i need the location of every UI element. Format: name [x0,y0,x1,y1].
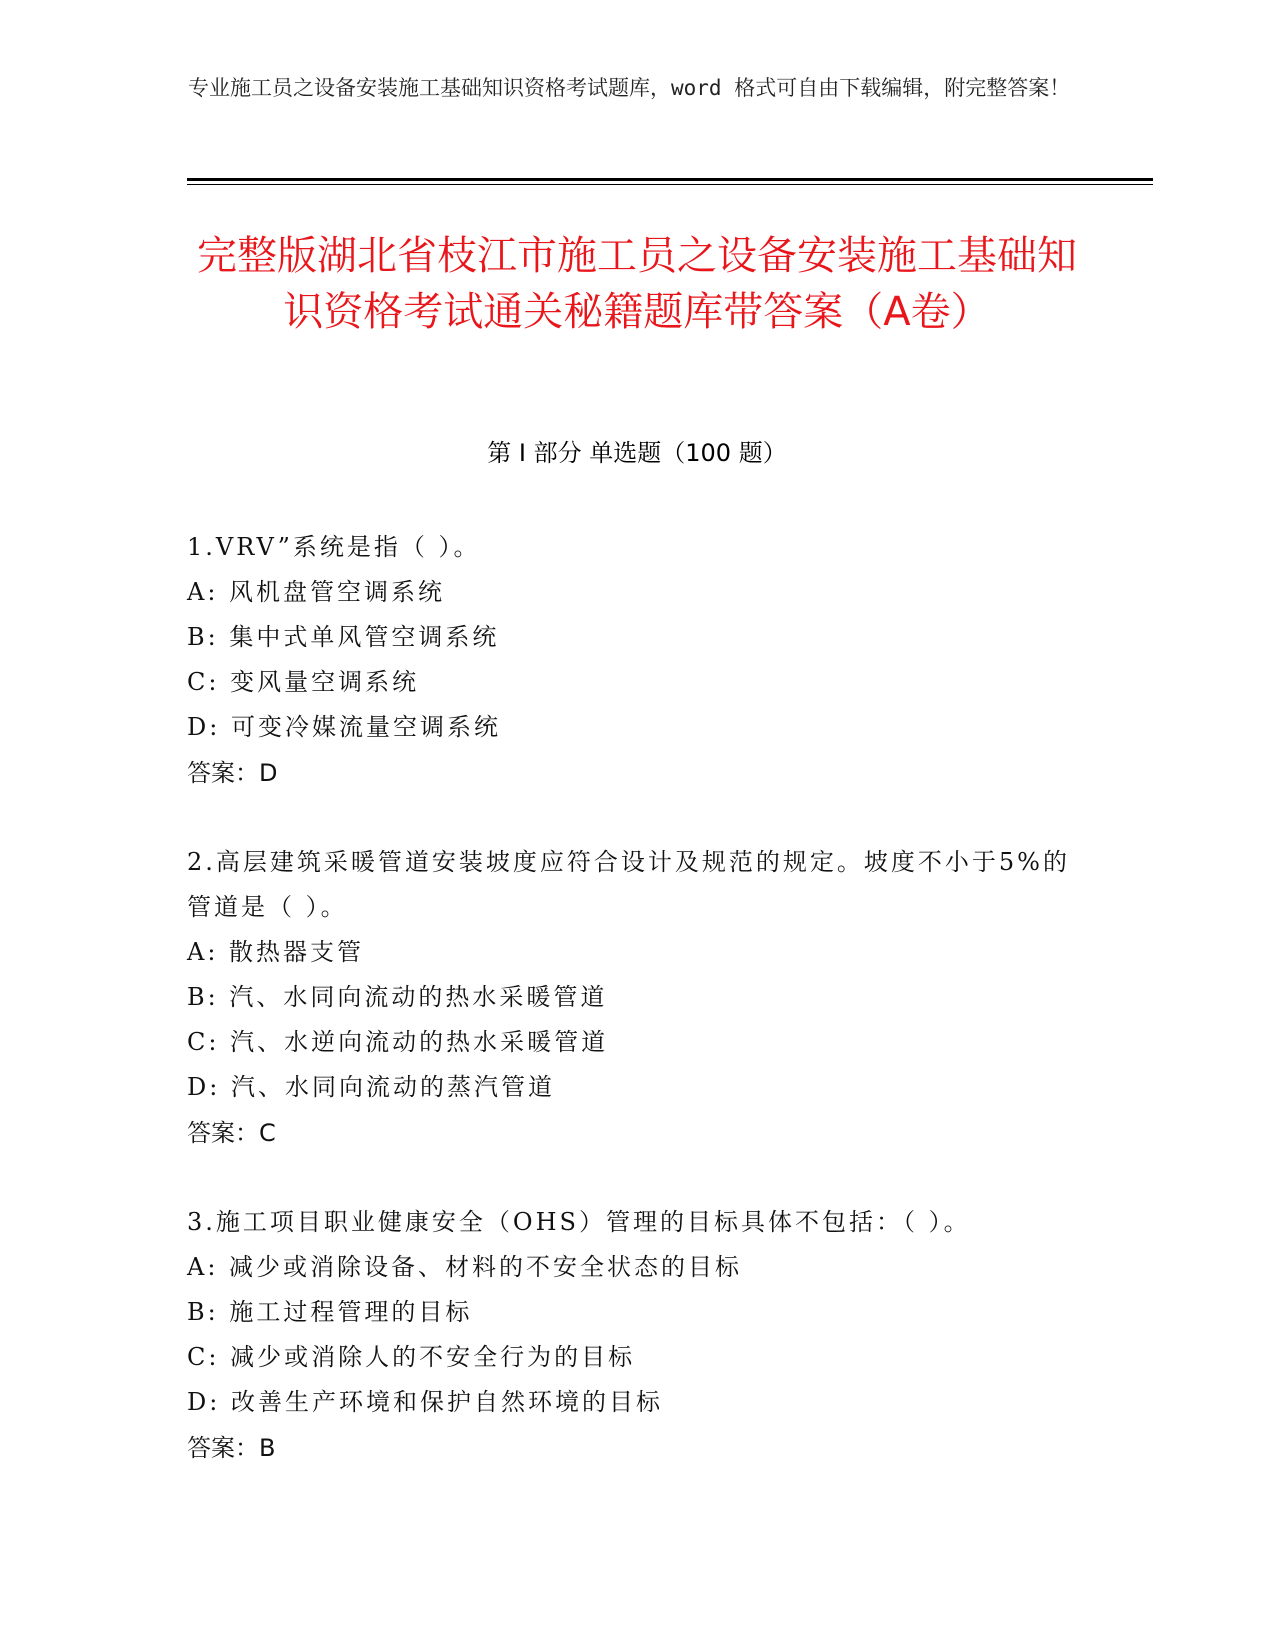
section-heading: 第 I 部分 单选题（100 题） [487,439,787,467]
document-title: 完整版湖北省枝江市施工员之设备安装施工基础知识资格考试通关秘籍题库带答案（A卷） [197,233,1077,335]
answer: 答案：D [187,759,278,787]
option-a: A: 减少或消除设备、材料的不安全状态的目标 [187,1253,743,1281]
answer: 答案：B [187,1434,276,1462]
header-rule-thin [187,184,1153,185]
header-note: 专业施工员之设备安装施工基础知识资格考试题库，word 格式可自由下载编辑，附完整答案！ [188,76,1071,100]
option-b: B: 施工过程管理的目标 [187,1298,473,1326]
answer: 答案：C [187,1119,276,1147]
question-stem: 1.VRV”系统是指（ ）。 [187,533,481,561]
question-stem: 2.高层建筑采暖管道安装坡度应符合设计及规范的规定。坡度不小于5%的管道是（ ）。 [187,848,1070,921]
header-rule-thick [187,178,1153,181]
option-c: C: 汽、水逆向流动的热水采暖管道 [187,1028,609,1056]
question-1 [187,525,1087,796]
question-3 [187,1200,1087,1471]
option-a: A: 散热器支管 [187,938,365,966]
option-c: C: 减少或消除人的不安全行为的目标 [187,1343,636,1371]
option-a: A: 风机盘管空调系统 [187,578,446,606]
question-2 [187,840,1087,1156]
question-stem: 3.施工项目职业健康安全（OHS）管理的目标具体不包括：（ ）。 [187,1208,971,1236]
option-b: B: 汽、水同向流动的热水采暖管道 [187,983,608,1011]
option-d: D: 可变冷媒流量空调系统 [187,713,501,741]
option-d: D: 汽、水同向流动的蒸汽管道 [187,1073,555,1101]
option-d: D: 改善生产环境和保护自然环境的目标 [187,1388,663,1416]
option-c: C: 变风量空调系统 [187,668,420,696]
question-list [187,525,1087,1515]
option-b: B: 集中式单风管空调系统 [187,623,500,651]
